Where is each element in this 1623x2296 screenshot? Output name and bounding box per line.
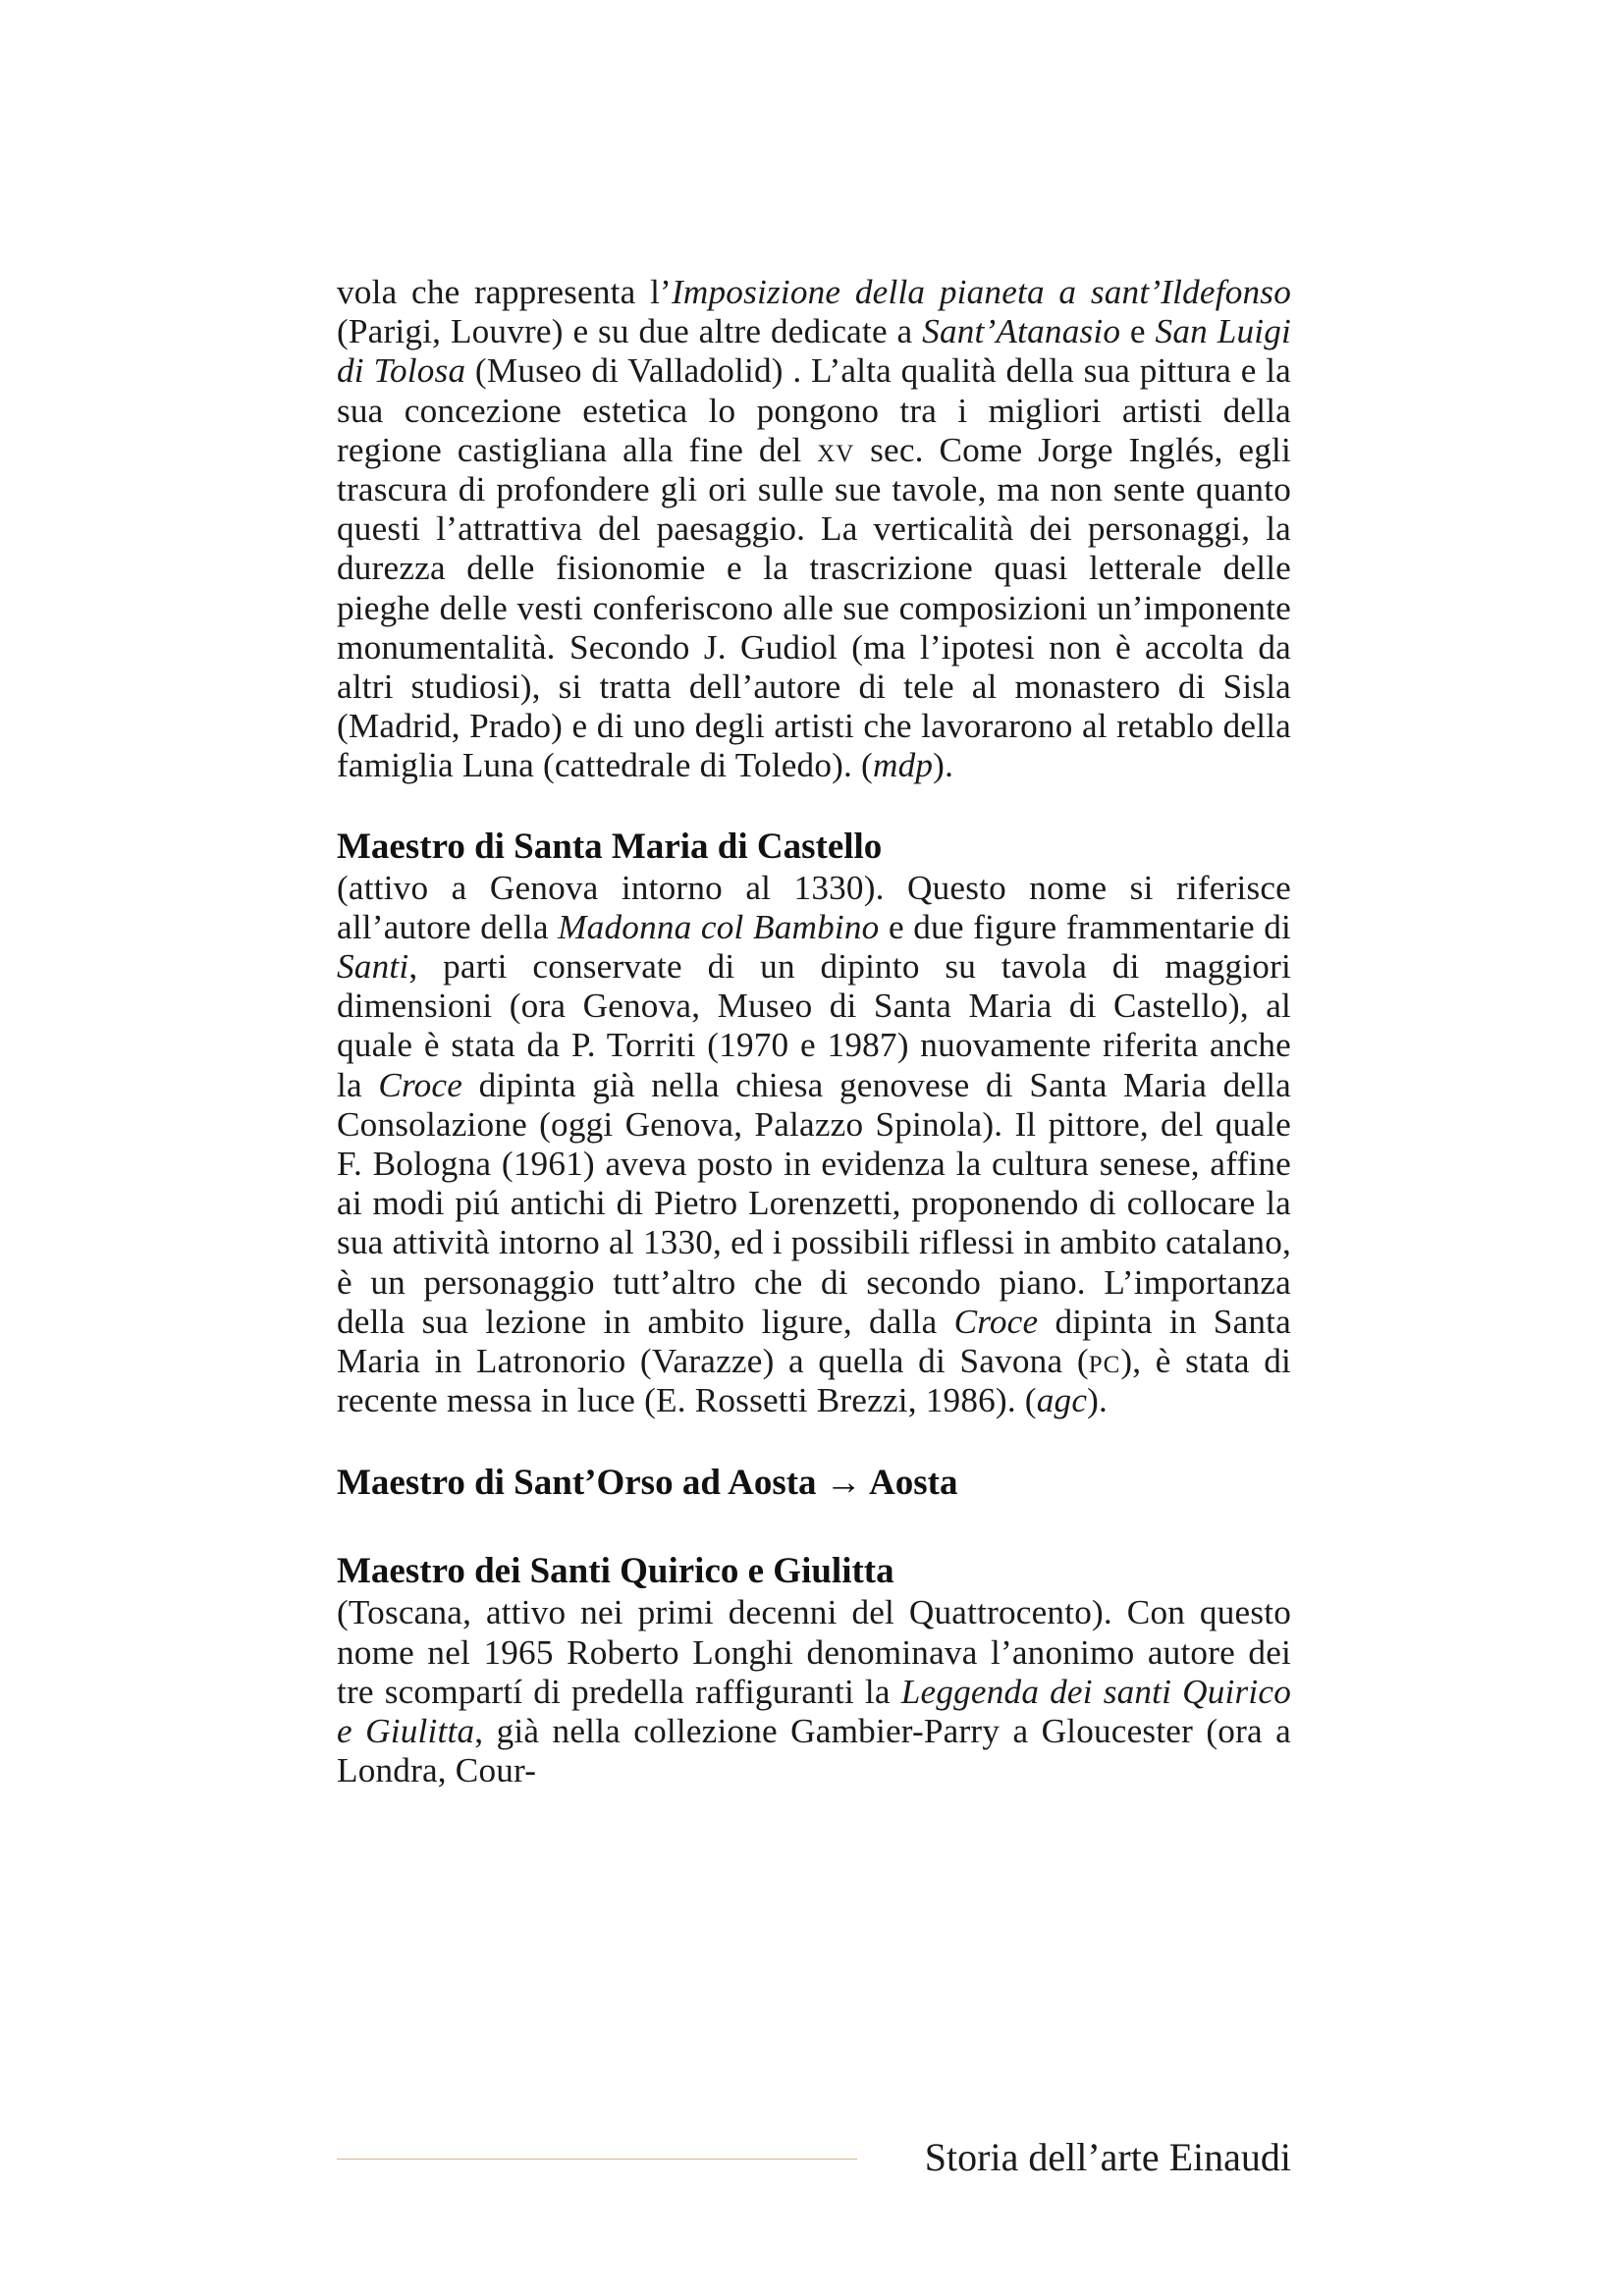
italic-run: Croce bbox=[953, 1302, 1039, 1341]
italic-run: San Luigi di Tolosa bbox=[337, 312, 1291, 391]
italic-run: mdp bbox=[872, 746, 934, 785]
entry-heading-3: Maestro di Sant’Orso ad Aosta → Aosta bbox=[337, 1463, 958, 1504]
entry-text-1: vola che rappresenta l’Imposizione della pianeta a sant’Ildefonso (Parigi, Louvre) e su due altre dedicate a Sant’Atanasio e San Luigi di Tolosa (Museo di Valladolid) . L’alta qualità della sua pittura e la sua concezione estetica lo pongono tra i migliori artisti della regione castigliana alla fine del xv sec. Come Jorge Inglés, egli trascura di profondere gli ori sulle sue tavole, ma non sente quanto questi l’attrattiva del paesaggio. La verticalità dei personaggi, la durezza delle fisionomie e la trascrizione quasi letterale delle pieghe delle vesti conferiscono alle sue composizioni un’imponente monumentalità. Secondo J. Gudiol (ma l’ipotesi non è accolta da altri studiosi), si tratta dell’autore di tele al monastero di Sisla (Madrid, Prado) e di uno degli artisti che lavorarono al retablo della famiglia Luna (cattedrale di Toledo). (mdp). bbox=[337, 273, 1292, 785]
italic-run: agc bbox=[1036, 1381, 1088, 1420]
page-body bbox=[337, 273, 1291, 1791]
entry-heading-2: Maestro di Santa Maria di Castello bbox=[337, 826, 883, 867]
entry-heading-4: Maestro dei Santi Quirico e Giulitta bbox=[337, 1551, 894, 1592]
italic-run: Santi bbox=[337, 947, 409, 987]
footer-rule bbox=[337, 2159, 857, 2160]
italic-run: Leggenda dei santi Quirico e Giulitta bbox=[337, 1672, 1291, 1751]
italic-run: Madonna col Bambino bbox=[558, 907, 880, 946]
page-footer bbox=[337, 2130, 1291, 2189]
entry-text-2: (attivo a Genova intorno al 1330). Questo nome si riferisce all’autore della Madonna col Bambino e due figure frammentarie di Santi, parti conservate di un dipinto su tavola di maggiori dimensioni (ora Genova, Museo di Santa Maria di Castello), al quale è stata da P. Torriti (1970 e 1987) nuovamente riferita anche la Croce dipinta già nella chiesa genovese di Santa Maria della Consolazione (oggi Genova, Palazzo Spinola). Il pittore, del quale F. Bologna (1961) aveva posto in evidenza la cultura senese, affine ai modi piú antichi di Pietro Lorenzetti, proponendo di collocare la sua attività intorno al 1330, ed i possibili riflessi in ambito catalano, è un personaggio tutt’altro che di secondo piano. L’importanza della sua lezione in ambito ligure, dalla Croce dipinta in Santa Maria in Latronorio (Varazze) a quella di Savona (pc), è stata di recente messa in luce (E. Rossetti Brezzi, 1986). (agc). bbox=[337, 868, 1292, 1420]
italic-run: Sant’Atanasio bbox=[922, 312, 1121, 351]
small-caps-run: pc bbox=[1088, 1342, 1121, 1381]
entry-text-4: (Toscana, attivo nei primi decenni del Quattrocento). Con questo nome nel 1965 Roberto Longhi denominava l’anonimo autore dei tre scompartí di predella raffiguranti la Leggenda dei santi Quirico e Giulitta, già nella collezione Gambier-Parry a Gloucester (ora a Londra, Cour- bbox=[337, 1593, 1291, 1790]
italic-run: Croce bbox=[378, 1065, 463, 1104]
italic-run: Imposizione della pianeta a sant’Ildefonso bbox=[671, 273, 1291, 311]
small-caps-run: xv bbox=[817, 430, 855, 469]
footer-title: Storia dell’arte Einaudi bbox=[924, 2135, 1291, 2179]
